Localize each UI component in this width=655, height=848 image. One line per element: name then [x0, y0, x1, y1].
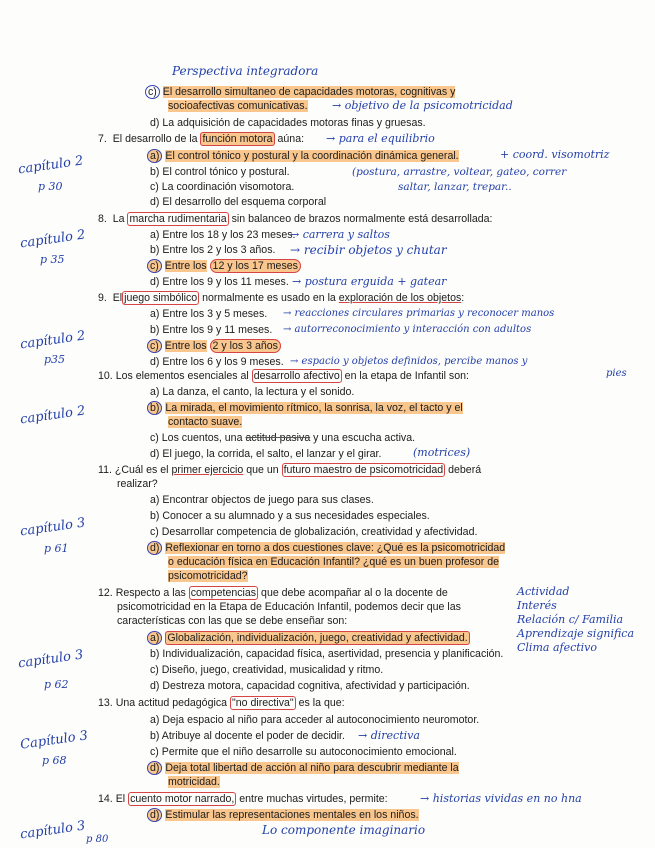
option-text: Encontrar objectos de juego para sus clases. — [162, 494, 374, 506]
letter: c) — [150, 664, 159, 676]
letter: d) — [150, 196, 160, 208]
option-text: Entre los 9 y 11 meses. — [162, 324, 273, 336]
boxed-term: futuro maestro de psicomotricidad — [283, 464, 444, 476]
q11-d — [147, 542, 505, 555]
letter: b) — [150, 730, 160, 742]
letter: b) — [150, 510, 160, 522]
letter: b) — [150, 324, 160, 336]
margin-page: p 80 — [86, 834, 109, 845]
q10-c — [150, 432, 415, 445]
q10-d-note: (motrices) — [413, 446, 471, 459]
letter: d) — [150, 276, 160, 288]
q9-b-note: → autorreconocimiento y interacción con adultos — [283, 324, 532, 335]
highlight-text: Reflexionar en torno a dos cuestiones clave: ¿Qué es la psicomotricidad — [165, 542, 506, 554]
highlight-text: La mirada, el movimiento rítmico, la sonrisa, la voz, el tacto y el — [165, 402, 463, 414]
letter: c) — [150, 181, 159, 193]
q7-c — [150, 181, 294, 194]
q11-d-line2 — [168, 556, 499, 569]
letter: d) — [150, 448, 160, 460]
margin-chapter: capítulo 2 — [19, 403, 87, 428]
q-text: deberá — [448, 464, 482, 476]
margin-page: p 68 — [42, 754, 67, 767]
highlight-text: psicomotricidad? — [168, 570, 248, 582]
q-text: Una actitud pedagógica — [115, 697, 228, 709]
q-text: aúna: — [277, 133, 305, 145]
q13-d-line2 — [168, 776, 220, 789]
option-text: Individualización, capacidad física, asertividad, presencia y planificación. — [162, 648, 504, 660]
option-text: El juego, la corrida, el salto, el lanzar y el girar. — [162, 448, 382, 460]
q9-c — [147, 340, 281, 353]
circle-mark: d) — [147, 541, 162, 555]
q9-b — [150, 324, 272, 337]
circle-mark: c) — [147, 339, 162, 353]
q11-c — [150, 526, 477, 539]
q-text: entre muchas virtudes, permite: — [239, 793, 388, 805]
q8-d-note: → postura erguida + gatear — [292, 275, 447, 288]
q-text: El — [112, 292, 123, 304]
margin-chapter: capítulo 2 — [19, 328, 87, 353]
circle-mark: d) — [147, 808, 162, 822]
letter: a) — [150, 714, 160, 726]
q-text: Respecto a las — [115, 587, 186, 599]
q-text: que un — [246, 464, 279, 476]
boxed-term: marcha rudimentaria — [129, 213, 227, 225]
margin-page: p 30 — [38, 180, 63, 193]
letter: c) — [150, 526, 159, 538]
q12-stem-line3: características con las que se debe enseñar son: — [117, 615, 348, 627]
highlight-text: Globalización, individualización, juego, creatividad y afectividad. — [167, 632, 468, 644]
q-text: ¿Cuál es el — [114, 464, 169, 476]
struck-term: actitud pasiva — [245, 432, 311, 444]
q7-stem — [98, 133, 304, 146]
highlight-text: Entre los — [164, 260, 207, 272]
q8-d — [150, 276, 289, 289]
q12-d — [150, 680, 470, 693]
boxed-term: "no directiva" — [231, 697, 294, 709]
q9-d — [150, 356, 284, 369]
q8-a-note: → carrera y saltos — [290, 228, 390, 241]
boxed-term: cuento motor narrado, — [130, 793, 235, 805]
letter: a) — [150, 229, 160, 241]
side-item: Aprendizaje significa — [517, 627, 635, 640]
margin-chapter: capítulo 3 — [17, 647, 85, 672]
q-num: 8. — [98, 213, 107, 225]
q10-b — [147, 402, 463, 415]
q-num: 12. — [98, 587, 113, 599]
option-text: La adquisición de capacidades motoras finas y gruesas. — [162, 117, 426, 129]
q-text: El — [115, 793, 126, 805]
side-item: Interés — [517, 599, 557, 612]
highlight-text: Entre los — [164, 340, 207, 352]
letter: b) — [150, 648, 160, 660]
q14-d-note: Lo componente imaginario — [262, 823, 426, 837]
margin-chapter: Capítulo 3 — [19, 728, 89, 753]
q-text: sin balanceo de brazos normalmente está desarrollada: — [231, 213, 493, 225]
q8-stem — [98, 213, 492, 226]
margin-page: p 62 — [44, 678, 69, 691]
q-num: 13. — [98, 697, 113, 709]
underlined-term: primer ejercicio — [171, 464, 244, 476]
q-text: normalmente es usado en la — [202, 292, 336, 304]
option-text: Entre los 18 y los 23 meses. — [162, 229, 296, 241]
q9-a-note: → reacciones circulares primarias y reconocer manos — [283, 308, 555, 319]
q7-a-note: + coord. visomotriz — [500, 148, 610, 161]
option-text: Atribuye al docente el poder de decidir. — [161, 730, 345, 742]
highlight-text: motricidad. — [168, 776, 220, 788]
option-text: La danza, el canto, la lectura y el sonido. — [162, 386, 355, 398]
margin-page: p 35 — [40, 253, 65, 266]
q12-side-list — [517, 585, 634, 655]
q7-a — [147, 150, 459, 163]
margin-chapter: capítulo 3 — [19, 515, 87, 540]
q9-stem: 9. El juego simbólico normalmente es usado en la exploración de los objetos: — [98, 292, 465, 304]
q11-stem-line2: realizar? — [117, 478, 158, 490]
q13-stem — [98, 697, 345, 710]
highlight-text: socioafectivas comunicativas. — [168, 100, 308, 112]
q9-d-note2: pies — [606, 368, 627, 379]
q12-b — [150, 648, 503, 661]
prev-opt-c-note: → objetivo de la psicomotricidad — [332, 99, 513, 112]
q11-b — [150, 510, 430, 523]
circled-term: 12 y los 17 meses — [210, 259, 301, 273]
option-text: La coordinación visomotora. — [161, 181, 295, 193]
q8-c — [147, 260, 301, 273]
prev-opt-d — [150, 117, 426, 130]
highlight-text: o educación física en Educación Infantil? ¿qué es un buen profesor de — [168, 556, 499, 568]
q14-stem — [98, 793, 388, 806]
q10-a — [150, 386, 354, 399]
q-num: 14. — [98, 793, 113, 805]
q-text: que debe acompañar al o la docente de — [261, 587, 448, 599]
option-text: El control tónico y postural. — [162, 166, 290, 178]
q9-d-note: → espacio y objetos definidos, percibe manos y — [290, 356, 528, 367]
q-text: es la que: — [298, 697, 345, 709]
side-item: Relación c/ Familia — [517, 613, 624, 626]
option-text: Los cuentos, una — [161, 432, 243, 444]
q11-stem — [98, 464, 481, 477]
circle-mark: d) — [147, 761, 162, 775]
letter: d) — [150, 117, 160, 129]
q13-d — [147, 762, 459, 775]
q11-a — [150, 494, 374, 507]
option-text: El desarrollo del esquema corporal — [162, 196, 327, 208]
letter: d) — [150, 680, 160, 692]
q13-b — [150, 730, 345, 743]
option-text: Entre los 9 y los 11 meses. — [162, 276, 289, 288]
q-text: Los elementos esenciales al — [115, 370, 249, 382]
letter: d) — [150, 356, 160, 368]
highlight-text: Estimular las representaciones mentales en los niños. — [165, 809, 419, 821]
option-text: Conocer a su alumnado y a sus necesidades especiales. — [162, 510, 430, 522]
q-num: 10. — [98, 370, 113, 382]
highlight-text: Deja total libertad de acción al niño para descubrir mediante la — [165, 762, 459, 774]
margin-chapter: capítulo 2 — [19, 227, 87, 252]
q14-note: → historias vividas en no hna — [420, 792, 582, 805]
top-note: Perspectiva integradora — [172, 64, 319, 78]
highlight-text: El desarrollo simultaneo de capacidades motoras, cognitivas y — [162, 86, 456, 98]
q-text: en la etapa de Infantil son: — [344, 370, 469, 382]
option-text: Deja espacio al niño para acceder al autoconocimiento neuromotor. — [162, 714, 480, 726]
q-text: La — [112, 213, 125, 225]
option-text: Diseño, juego, creatividad, musicalidad y ritmo. — [161, 664, 384, 676]
letter: a) — [150, 386, 160, 398]
q12-stem — [98, 587, 448, 600]
margin-chapter: capítulo 3 — [19, 818, 87, 843]
letter: c) — [150, 432, 159, 444]
circle-mark: a) — [147, 631, 162, 645]
q13-a — [150, 714, 479, 727]
q7-b-note: (postura, arrastre, voltear, gateo, correr — [352, 166, 567, 178]
prev-opt-c — [145, 86, 455, 99]
side-item: Clima afectivo — [517, 641, 598, 654]
q8-b — [150, 244, 275, 257]
q9-a — [150, 308, 267, 321]
letter: a) — [150, 494, 160, 506]
boxed-term: función motora — [202, 133, 273, 145]
option-text: y una escucha activa. — [313, 432, 416, 444]
option-text: Entre los 2 y los 3 años. — [162, 244, 276, 256]
side-item: Actividad — [517, 585, 570, 598]
circle-mark: a) — [147, 149, 162, 163]
q7-d — [150, 196, 326, 209]
q10-b-line2 — [168, 416, 242, 429]
q-num: 9. — [98, 292, 107, 304]
q12-stem-line2: psicomotricidad en la Etapa de Educación Infantil, podemos decir que las — [117, 601, 461, 613]
margin-page: p 61 — [44, 542, 69, 555]
option-text: Destreza motora, capacidad cognitiva, afectividad y participación. — [162, 680, 470, 692]
q8-a — [150, 229, 295, 242]
letter: c) — [150, 746, 159, 758]
option-text: Entre los 3 y 5 meses. — [162, 308, 268, 320]
letter: b) — [150, 244, 160, 256]
q10-stem — [98, 370, 469, 383]
q7-c-note: saltar, lanzar, trepar.. — [398, 181, 512, 193]
option-text: Entre los 6 y los 9 meses. — [162, 356, 284, 368]
q-num: 7. — [98, 133, 107, 145]
boxed-term: competencias — [190, 587, 257, 599]
option-text: Permite que el niño desarrolle su autoconocimiento emocional. — [161, 746, 457, 758]
q7-b — [150, 166, 290, 179]
margin-chapter: capítulo 2 — [17, 153, 85, 178]
highlight-text: contacto suave. — [168, 416, 243, 428]
q12-c — [150, 664, 383, 677]
q13-b-note: → directiva — [358, 729, 420, 742]
q-num: 11. — [98, 464, 112, 476]
q13-c — [150, 746, 457, 759]
circled-term: 2 y los 3 años — [210, 339, 281, 353]
underlined-term: exploración de los objetos — [338, 292, 462, 304]
highlight-text: El control tónico y postural y la coordinación dinámica general. — [165, 150, 459, 162]
q11-d-line3 — [168, 570, 248, 583]
circle-mark: b) — [147, 401, 162, 415]
q-text: El desarrollo de la — [112, 133, 198, 145]
letter: a) — [150, 308, 160, 320]
margin-page: p35 — [44, 353, 66, 366]
letter: b) — [150, 166, 160, 178]
q8-b-note: → recibir objetos y chutar — [290, 243, 447, 257]
q7-note: → para el equilibrio — [326, 132, 435, 145]
boxed-term: desarrollo afectivo — [253, 370, 340, 382]
q14-d — [147, 809, 419, 822]
option-text: Desarrollar competencia de globalización, creatividad y afectividad. — [161, 526, 478, 538]
circle-mark: c) — [145, 85, 160, 99]
circle-mark: c) — [147, 259, 162, 273]
prev-opt-c-line2 — [168, 100, 308, 113]
q10-d — [150, 448, 381, 461]
boxed-term: juego simbólico — [124, 292, 198, 304]
q12-a — [147, 632, 470, 645]
